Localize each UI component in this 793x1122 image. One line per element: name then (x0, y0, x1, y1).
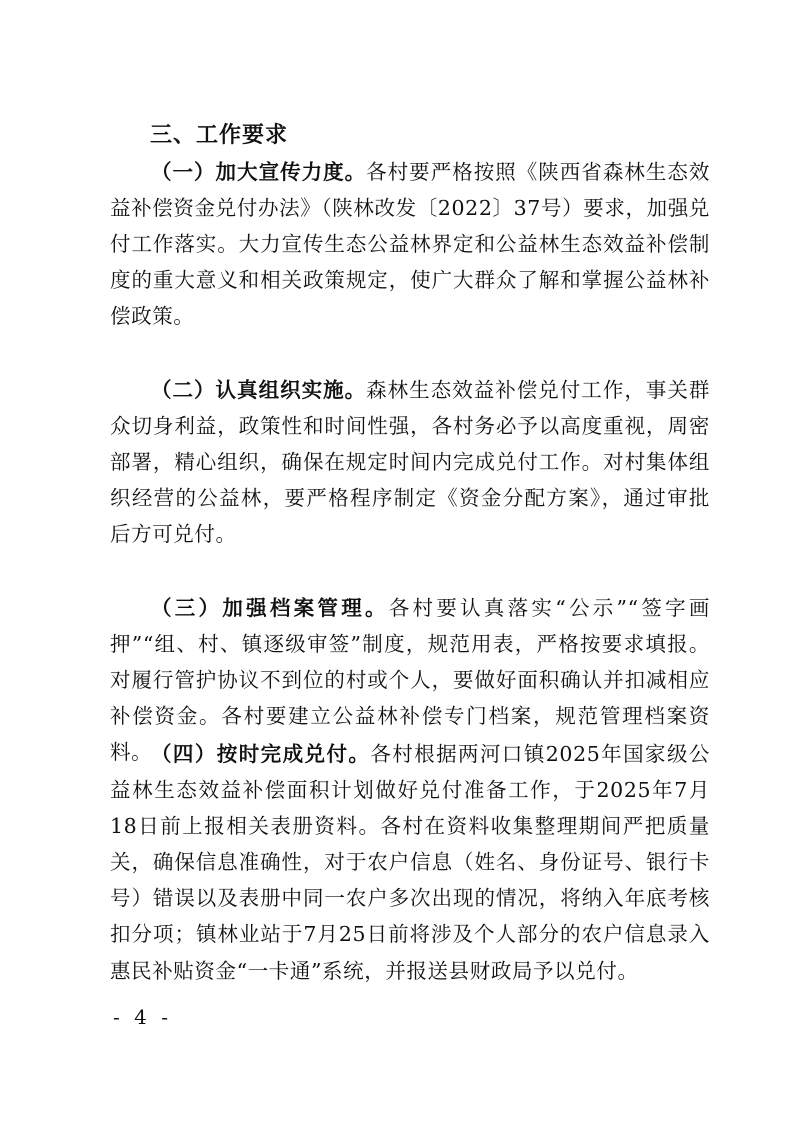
paragraph-implementation (110, 372, 710, 552)
paragraph-lead: （四）按时完成兑付。 (151, 742, 371, 766)
paragraph-body: 各村根据两河口镇2025年国家级公益林生态效益补偿面积计划做好兑付准备工作，于2025年7月18日前上报相关表册资料。各村在资料收集整理期间严把质量关，确保信息准确性，对于农户信息（姓名、身份证号、银行卡号）错误以及表册中同一农户多次出现的情况，将纳入年底考核扣分项；镇林业站于7月25日前将涉及个人部分的农户信息录入惠民补贴资金“一卡通”系统，并报送县财政局予以兑付。 (110, 742, 711, 983)
paragraph-body: 森林生态效益补偿兑付工作，事关群众切身利益，政策性和时间性强，各村务必予以高度重视，周密部署，精心组织，确保在规定时间内完成兑付工作。对村集体组织经营的公益林，要严格程序制定《资金分配方案》，通过审批后方可兑付。 (110, 378, 710, 547)
paragraph-body: 各村要认真落实“公示”“签字画押”“组、村、镇逐级审签”制度，规范用表，严格按要求填报。对履行管护协议不到位的村或个人，要做好面积确认并扣减相应补偿资金。各村要建立公益林补偿专门档案，规范管理档案资料。 (110, 596, 710, 765)
section-heading: 三、工作要求 (150, 123, 289, 148)
paragraph-lead: （二）认真组织实施。 (151, 378, 367, 402)
paragraph-publicity (110, 154, 710, 334)
page-number: - 4 - (113, 1005, 172, 1029)
paragraph-payment (110, 736, 710, 989)
paragraph-lead: （一）加大宣传力度。 (151, 160, 367, 184)
paragraph-body: 各村要严格按照《陕西省森林生态效益补偿资金兑付办法》（陕林改发〔2022〕37号）要求，加强兑付工作落实。大力宣传生态公益林界定和公益林生态效益补偿制度的重大意义和相关政策规定，使广大群众了解和掌握公益林补偿政策。 (110, 160, 710, 329)
paragraph-lead: （三）加强档案管理。 (151, 596, 389, 620)
